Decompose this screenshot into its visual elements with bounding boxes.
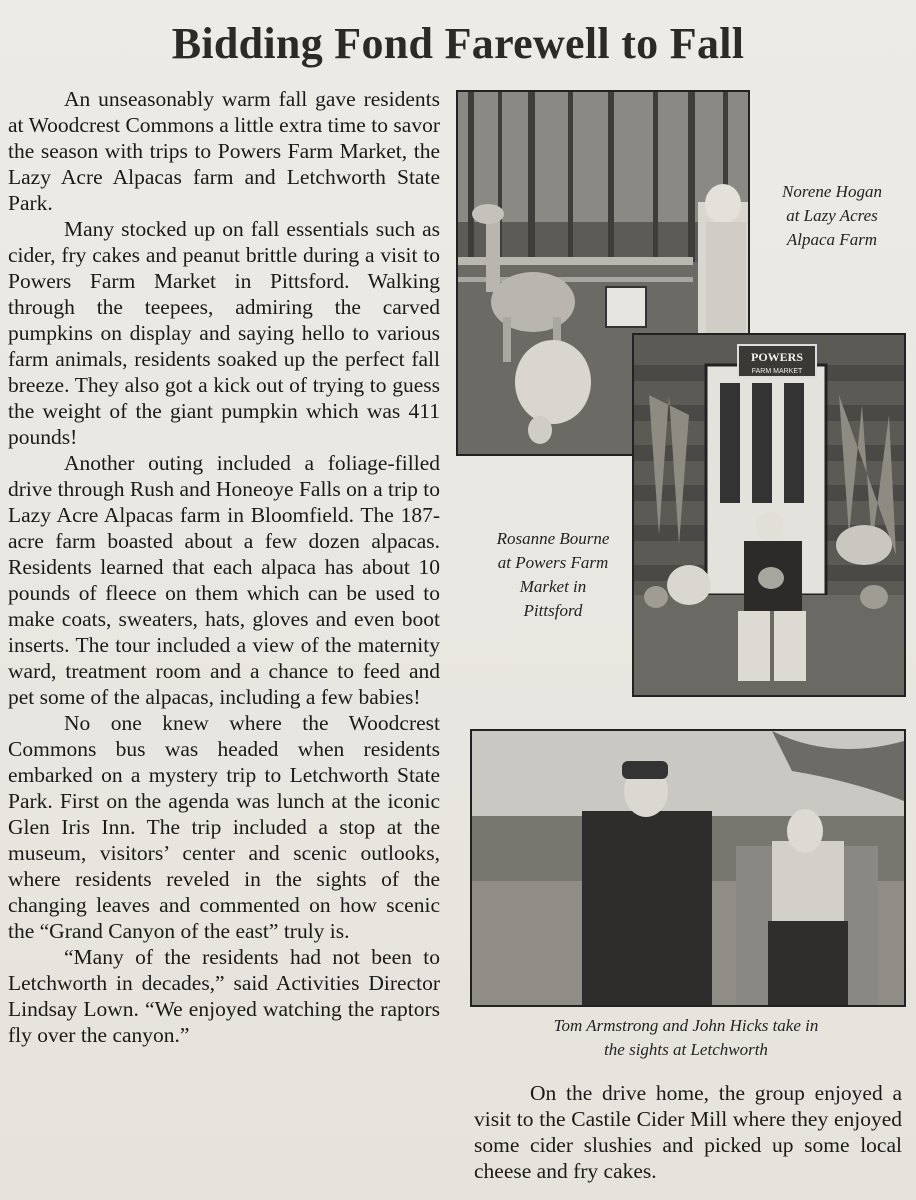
caption-line: Alpaca Farm — [786, 230, 878, 249]
caption-line: Tom Armstrong and John Hicks take in — [553, 1016, 819, 1035]
market-sign-bottom: FARM MARKET — [751, 368, 803, 375]
headline: Bidding Fond Farewell to Fall — [171, 19, 745, 68]
caption-line: at Lazy Acres — [786, 206, 878, 225]
article-paragraph: Another outing included a foliage-filled drive through Rush and Honeoye Falls on a trip to Lazy Acre Alpacas farm in Bloomfield. The 187-acre farm boasted about a few dozen alpacas. Residents learned that each alpaca has about 10 pounds of fleece on them which can be used to make coats, sweaters, hats, gloves and even boot inserts. The tour included a view of the maternity ward, treatment room and a chance to feed and pet some of the alpacas, including a few babies! — [8, 451, 440, 709]
market-sign-top: POWERS — [750, 350, 804, 364]
farm-market-illustration — [634, 335, 904, 695]
article-paragraph: On the drive home, the group enjoyed a visit to the Castile Cider Mill where they enjoyed some cider slushies and picked up some local cheese and fry cakes. — [474, 1081, 902, 1183]
alpaca-photo-caption — [752, 180, 912, 252]
caption-line: at Powers Farm — [497, 553, 609, 572]
caption-line: Market in — [519, 577, 587, 596]
article-left-column — [8, 86, 440, 1048]
article-paragraph: Many stocked up on fall essentials such as cider, fry cakes and peanut brittle during a visit to Powers Farm Market in Pittsford. Walking through the teepees, admiring the carved pumpkins on display and saying hello to various farm animals, residents soaked up the perfect fall breeze. They also got a kick out of trying to guess the weight of the giant pumpkin which was 411 pounds! — [8, 217, 440, 449]
caption-line: Pittsford — [523, 601, 583, 620]
letchworth-illustration — [472, 731, 904, 1005]
market-photo-caption — [478, 527, 628, 623]
caption-line: the sights at Letchworth — [604, 1040, 768, 1059]
letchworth-photo-caption — [470, 1014, 902, 1062]
article-paragraph: “Many of the residents had not been to Letchworth in decades,” said Activities Director Lindsay Lown. “We enjoyed watching the raptors fly over the canyon.” — [8, 945, 440, 1047]
article-paragraph: No one knew where the Woodcrest Commons bus was headed when residents embarked on a mystery trip to Letchworth State Park. First on the agenda was lunch at the iconic Glen Iris Inn. The trip included a stop at the museum, visitors’ center and scenic outlooks, where residents reveled in the sights of the changing leaves and commented on how scenic the “Grand Canyon of the east” truly is. — [8, 711, 440, 943]
caption-line: Rosanne Bourne — [496, 529, 610, 548]
article-right-column-end — [474, 1080, 902, 1184]
farm-market-photo — [632, 333, 906, 697]
letchworth-photo — [470, 729, 906, 1007]
caption-line: Norene Hogan — [782, 182, 882, 201]
article-paragraph: An unseasonably warm fall gave residents at Woodcrest Commons a little extra time to savor the season with trips to Powers Farm Market, the Lazy Acre Alpacas farm and Letchworth State Park. — [8, 87, 440, 215]
